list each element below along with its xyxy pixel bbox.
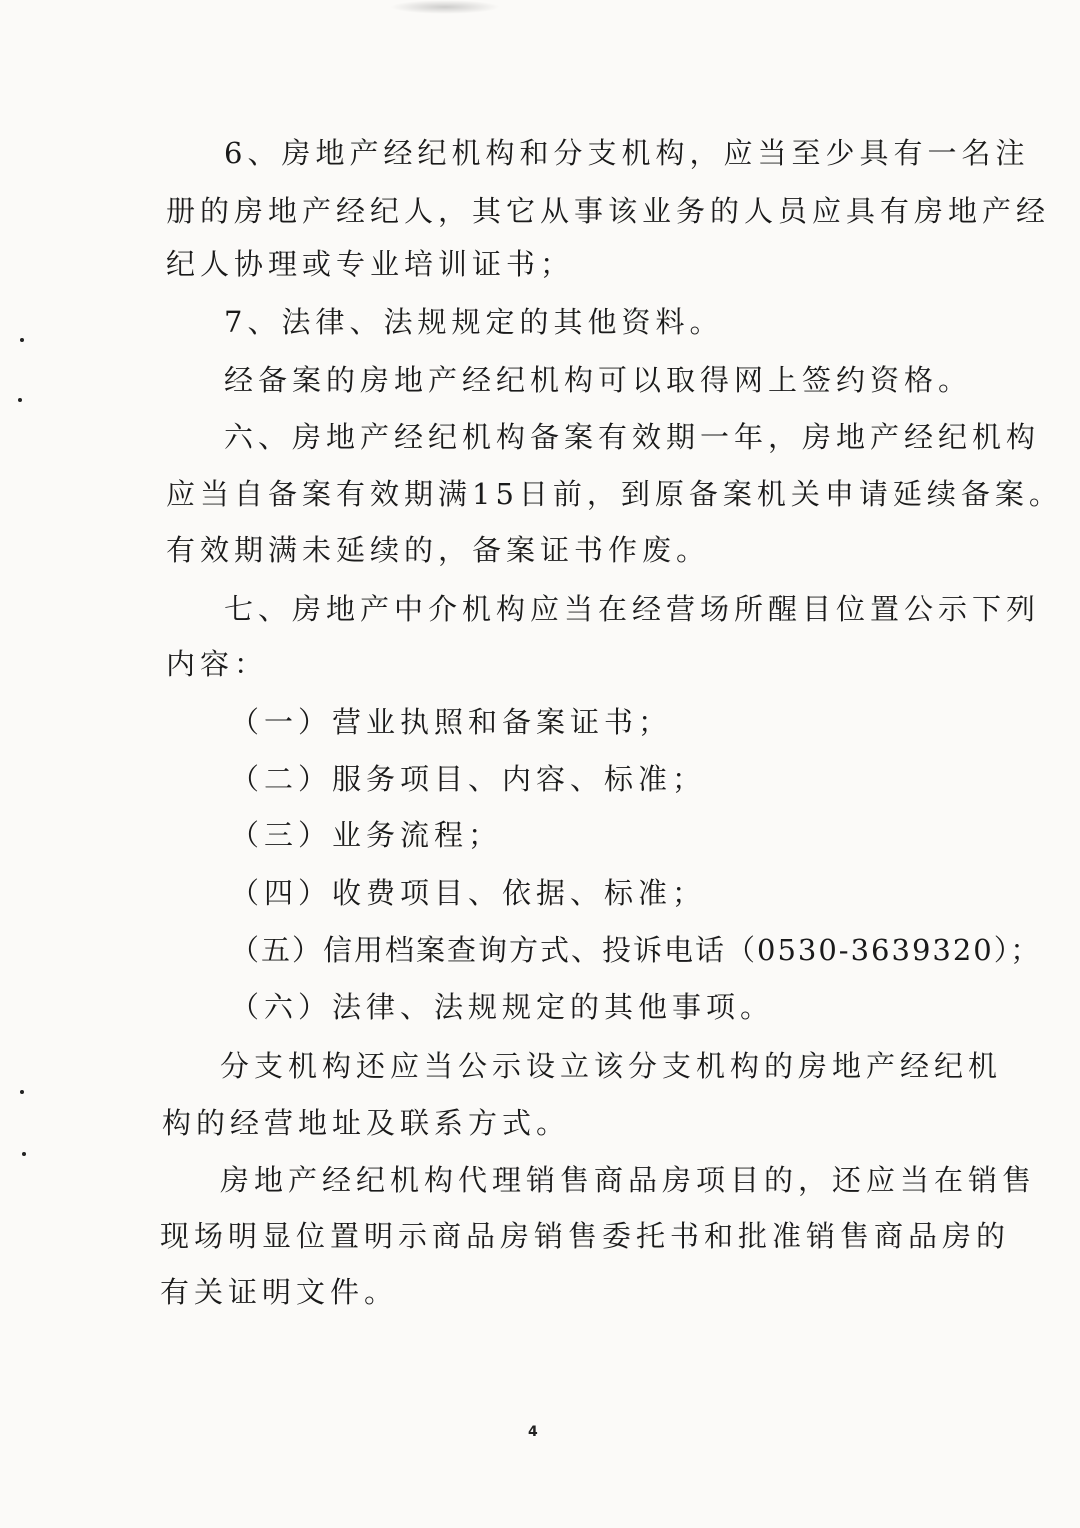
text-line: 内容： xyxy=(166,647,269,681)
list-item: （一）营业执照和备案证书； xyxy=(230,705,673,739)
text-line: 有关证明文件。 xyxy=(160,1275,399,1309)
text-line: 6、房地产经纪机构和分支机构，应当至少具有一名注 xyxy=(224,136,1030,170)
list-item: （二）服务项目、内容、标准； xyxy=(230,762,707,796)
text-line: 现场明显位置明示商品房销售委托书和批准销售商品房的 xyxy=(160,1219,1011,1253)
text-line: 7、法律、法规规定的其他资料。 xyxy=(224,305,724,339)
list-item: （四）收费项目、依据、标准； xyxy=(230,876,707,910)
text-line: 应当自备案有效期满15日前，到原备案机关申请延续备案。 xyxy=(166,477,1063,511)
text-line: 有效期满未延续的，备案证书作废。 xyxy=(166,533,711,567)
list-item: （三）业务流程； xyxy=(230,818,503,852)
text-line: 六、房地产经纪机构备案有效期一年，房地产经纪机构 xyxy=(224,420,1041,454)
text-line: 房地产经纪机构代理销售商品房项目的，还应当在销售 xyxy=(220,1163,1037,1197)
text-line: 经备案的房地产经纪机构可以取得网上签约资格。 xyxy=(224,363,973,397)
text-line: 册的房地产经纪人，其它从事该业务的人员应具有房地产经 xyxy=(166,194,1051,228)
page-number: 4 xyxy=(528,1424,538,1440)
text-line: 纪人协理或专业培训证书； xyxy=(166,247,575,281)
text-line: 七、房地产中介机构应当在经营场所醒目位置公示下列 xyxy=(224,592,1041,626)
text-line: 构的经营地址及联系方式。 xyxy=(162,1106,571,1140)
list-item: （五）信用档案查询方式、投诉电话（0530-3639320）； xyxy=(230,933,1042,967)
text-line: 分支机构还应当公示设立该分支机构的房地产经纪机 xyxy=(220,1049,1003,1083)
list-item: （六）法律、法规规定的其他事项。 xyxy=(230,990,775,1024)
